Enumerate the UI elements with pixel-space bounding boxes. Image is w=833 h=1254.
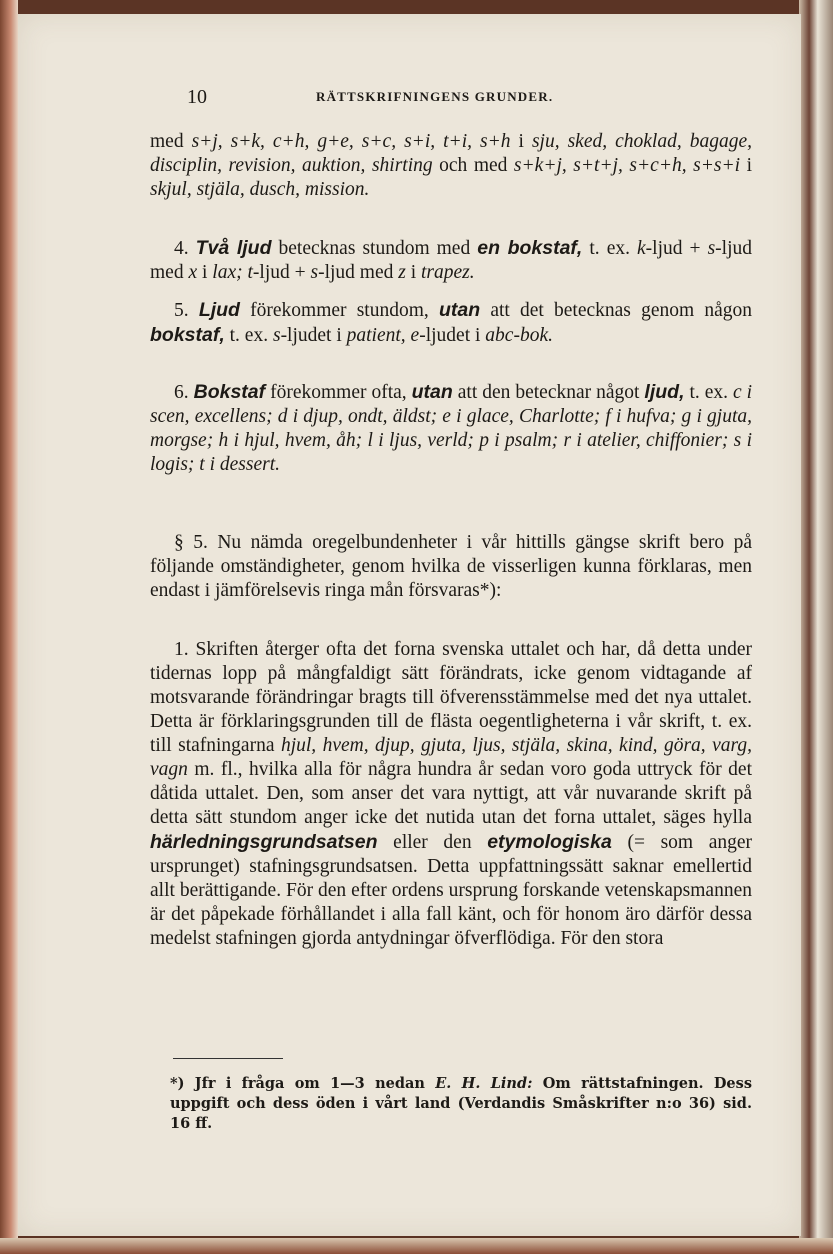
text: -ljud med: [150, 238, 752, 283]
text: att det betecknas genom någon: [480, 300, 752, 321]
paragraph-item-4: [150, 236, 752, 285]
emphasis: utan: [411, 381, 453, 403]
text: eller den: [377, 832, 488, 853]
italic-text: hjul, hvem, djup, gjuta, ljus, stjäla, skina, kind, göra, varg, vagn: [150, 735, 752, 780]
italic-text: patient, e: [346, 325, 420, 346]
text: förekommer ofta,: [265, 382, 412, 403]
item-number: 5.: [174, 300, 199, 321]
italic-text: s: [272, 325, 281, 346]
item-number: 4.: [174, 238, 196, 259]
emphasis: en bokstaf,: [477, 237, 583, 259]
italic-text: lax;: [212, 262, 243, 283]
paragraph-item-3: [150, 130, 752, 202]
footnote-text: *) Jfr i fråga om 1—3 nedan: [170, 1075, 436, 1092]
italic-text: s: [707, 238, 716, 259]
page-number: 10: [187, 86, 207, 108]
paragraph-item-6: [150, 380, 752, 477]
italic-text: s: [310, 262, 319, 283]
italic-text: trapez.: [421, 262, 475, 283]
section-paragraph: § 5. Nu nämda oregelbundenheter i vår hittills gängse skrift bero på följande omständigheter, genom hvilka de visserligen kunna förklaras, men endast i jämförelsevis ringa mån försvaras*):: [150, 532, 752, 601]
footnote: [170, 1074, 752, 1134]
book-edge-bottom: [0, 1238, 833, 1254]
footnote-text: Om rättstafningen. Dess uppgift och dess öden i vårt land (Verdandis Småskrifter n:o 36) sid. 16 ff.: [170, 1075, 752, 1132]
text: -ljud +: [645, 238, 708, 259]
text: i: [510, 131, 532, 152]
emphasis: härledningsgrundsatsen: [150, 831, 378, 853]
text: i: [405, 262, 421, 283]
text: m. fl., hvilka alla för några hundra år sedan voro goda uttryck för det dåtida uttalet. Den, som anser det vara nyttigt, att vår nuvarande skrift på detta sätt stundom anger icke det nutida utan det forna uttalet, säges hylla: [150, 759, 752, 828]
text: t. ex.: [582, 238, 638, 259]
text: -ljud +: [252, 262, 311, 283]
text: -ljudet i: [280, 325, 347, 346]
footnote-divider: [173, 1058, 283, 1059]
emphasis: Två ljud: [195, 237, 272, 259]
text: med: [150, 131, 192, 152]
book-edge-top: [0, 0, 833, 14]
emphasis: etymologiska: [487, 831, 612, 853]
section-5-item-1: [150, 638, 752, 951]
text: i: [197, 262, 213, 283]
text: -ljud med: [318, 262, 399, 283]
text: t. ex.: [684, 382, 733, 403]
text: i: [740, 155, 753, 176]
text: 1. Skriften återger ofta det forna svenska uttalet och har, då detta under tidernas lopp på mångfaldigt sätt förändrats, icke genom vidtagande af motsvarande förändringar bragts till öfverensstämmelse med det nya uttalet. Detta är förklaringsgrunden till de flästa oegentligheterna i vår skrift, t. ex. till stafningarna: [150, 639, 752, 756]
italic-text: c i scen, excellens; d i djup, ondt, äldst; e i glace, Charlotte; f i hufva; g i gjuta, morgse; h i hjul, hvem, åh; l i ljus, verld; p i psalm; r i atelier, chiffonier; s i logis; t i dessert.: [150, 382, 753, 475]
emphasis: bokstaf,: [150, 324, 225, 346]
book-edge-left: [0, 0, 18, 1254]
italic-text: s+j, s+k, c+h, g+e, s+c, s+i, t+i, s+h: [191, 131, 511, 152]
text: (= som anger ursprunget) stafningsgrundsatsen. Detta uppfattningssätt saknar emellertid allt berättigande. För den efter ordens ursprung forskande vetenskapsmannen är det påpekade förhållandet i alla fall känt, och för honom äro därför dessa medelst stafningen gjorda antydningar öfverflödiga. För den stora: [150, 832, 752, 949]
running-title: RÄTTSKRIFNINGENS GRUNDER.: [316, 89, 554, 104]
italic-text: x: [188, 262, 198, 283]
text: att den betecknar något: [452, 382, 645, 403]
italic-text: z: [398, 262, 406, 283]
footnote-author: E. H. Lind:: [435, 1075, 533, 1092]
book-edge-right: [799, 0, 833, 1254]
emphasis: utan: [438, 299, 481, 321]
text: betecknas stundom med: [271, 238, 478, 259]
italic-text: t: [247, 262, 253, 283]
paragraph-item-5: [150, 298, 752, 348]
item-number: 6.: [174, 382, 194, 403]
emphasis: Bokstaf: [193, 381, 266, 403]
text: -ljudet i: [419, 325, 486, 346]
italic-text: s+k+j, s+t+j, s+c+h, s+s+i: [513, 155, 741, 176]
italic-text: sju, sked, choklad, bagage, disciplin, revision, auktion, shirting: [150, 131, 752, 176]
text: förekommer stundom,: [239, 300, 439, 321]
italic-text: abc-bok.: [485, 325, 553, 346]
italic-text: skjul, stjäla, dusch, mission.: [150, 179, 370, 200]
emphasis: ljud,: [644, 381, 685, 403]
emphasis: Ljud: [198, 299, 240, 321]
section-5-intro: [150, 531, 752, 603]
italic-text: k: [637, 238, 646, 259]
text: och med: [432, 155, 514, 176]
text: t. ex.: [224, 325, 273, 346]
